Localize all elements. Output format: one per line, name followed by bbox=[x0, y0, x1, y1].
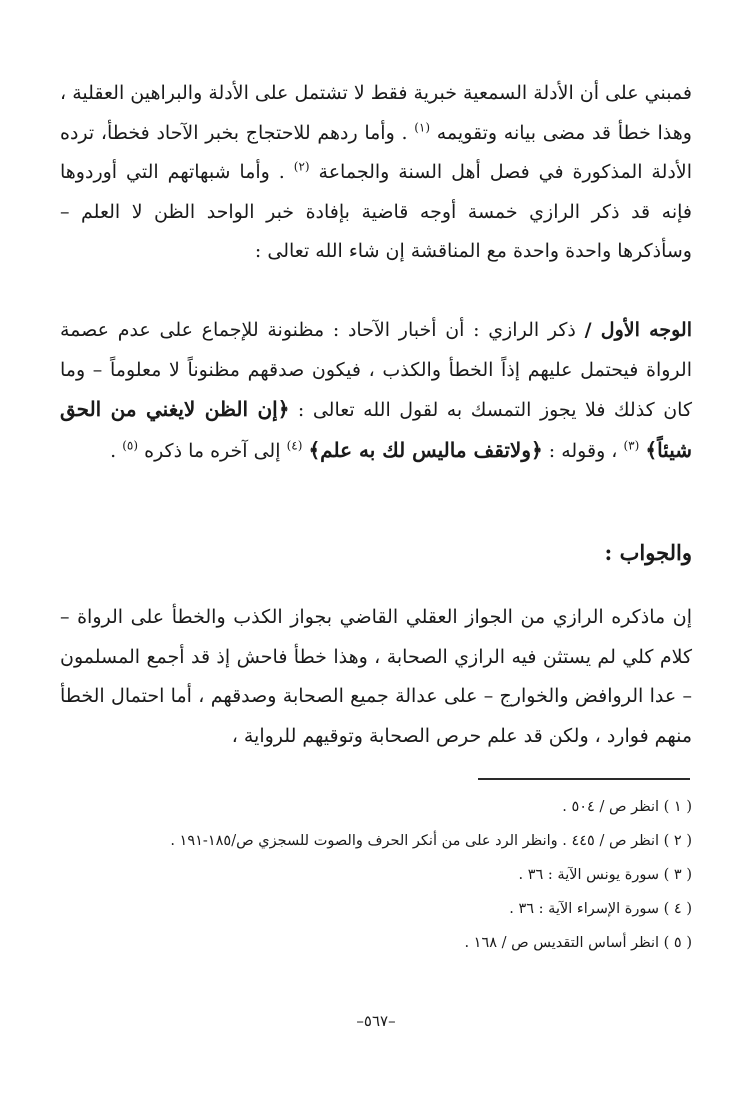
paragraph-1-text-a: فمبني على أن الأدلة السمعية خبرية فقط لا تشتمل على الأدلة والبراهين العقلية ، وهذا خطأ قد مضى بيانه وتقويمه bbox=[60, 82, 692, 144]
paragraph-3-text: إن ماذكره الرازي من الجواز العقلي القاضي بجواز الكذب والخطأ على الرواة – كلام كلي لم يستثن فيه الرازي الصحابة ، وهذا خطأ فاحش إذ قد أجمع المسلمون – عدا الروافض والخوارج – على عدالة جميع الصحابة وصدقهم ، أما احتمال الخطأ منهم فوارد ، ولكن قد علم حرص الصحابة وتوقيهم للرواية ، bbox=[60, 606, 692, 747]
paragraph-2-text-a: ذكر الرازي : أن أخبار الآحاد : مظنونة للإجماع على عدم عصمة الرواة فيحتمل عليهم إذاً الخطأ والكذب ، فيكون صدقهم مظنوناً لا معلوماً – وما كان كذلك فلا يجوز التمسك به لقول الله تعالى : bbox=[60, 319, 692, 421]
footnote-ref-3: (٣) bbox=[623, 438, 640, 453]
paragraph-1-text-c: . وأما شبهاتهم التي أوردوها فإنه قد ذكر الرازي خمسة أوجه قاضية بإفادة خبر الواحد الظن لا العلم – وسأذكرها واحدة واحدة مع المناقشة إن شاء الله تعالى : bbox=[60, 161, 692, 262]
paragraph-1 bbox=[60, 74, 692, 272]
footnotes-list bbox=[60, 790, 692, 960]
quran-quote-1: ﴿إن الظن لايغني من الحق شيئاً﴾ bbox=[60, 397, 692, 462]
footnote-ref-4: (٤) bbox=[286, 438, 303, 453]
page-number: –٥٦٧– bbox=[356, 1012, 396, 1030]
footnote-ref-2: (٢) bbox=[293, 159, 310, 174]
first-aspect-heading: الوجه الأول / bbox=[584, 319, 692, 341]
footnote-ref-1: (١) bbox=[414, 120, 431, 135]
footnote-4: ( ٤ ) سورة الإسراء الآية : ٣٦ . bbox=[509, 901, 692, 917]
paragraph-1-text-b: . وأما ردهم للاحتجاج بخبر الآحاد فخطأ، ترده الأدلة المذكورة في فصل أهل السنة والجماعة bbox=[60, 121, 692, 183]
footnote-1: ( ١ ) انظر ص / ٥٠٤ . bbox=[562, 799, 692, 815]
paragraph-2-text-d: . bbox=[110, 439, 117, 462]
paragraph-2 bbox=[60, 311, 692, 471]
footnote-ref-5: (٥) bbox=[122, 438, 139, 453]
footnote-2: ( ٢ ) انظر ص / ٤٤٥ . وانظر الرد على من أنكر الحرف والصوت للسجزي ص/١٨٥-١٩١ . bbox=[170, 833, 692, 849]
footnote-3: ( ٣ ) سورة يونس الآية : ٣٦ . bbox=[518, 867, 692, 883]
paragraph-2-text-b: ، وقوله : bbox=[548, 439, 618, 462]
paragraph-3 bbox=[60, 598, 692, 756]
footnote-5: ( ٥ ) انظر أساس التقديس ص / ١٦٨ . bbox=[464, 935, 692, 951]
quran-quote-2: ﴿ولاتقف ماليس لك به علم﴾ bbox=[308, 437, 543, 462]
paragraph-2-text-c: إلى آخره ما ذكره bbox=[144, 439, 281, 462]
answer-heading: والجواب : bbox=[604, 540, 692, 565]
footnote-divider bbox=[478, 778, 690, 780]
